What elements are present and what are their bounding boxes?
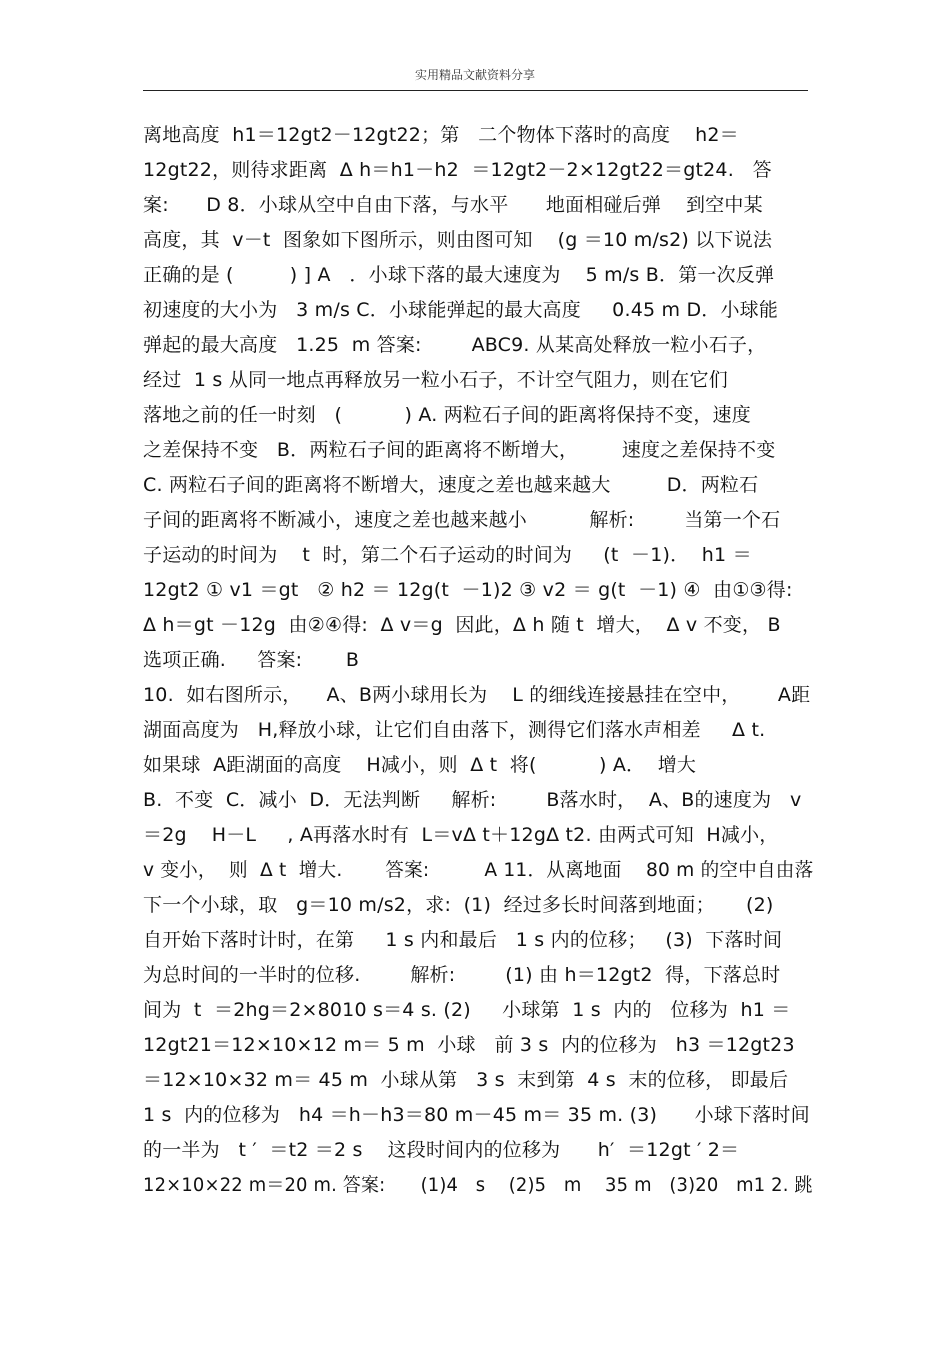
text-line: 10. 如右图所示， A、B两小球用长为 L 的细线连接悬挂在空中， A距 <box>143 684 811 706</box>
text-line: 子间的距离将不断减小，速度之差也越来越小 解析: 当第一个石 <box>143 509 781 531</box>
text-line: 案: D 8．小球从空中自由下落，与水平 地面相碰后弹 到空中某 <box>143 194 763 216</box>
text-line: 的一半为 t ′ ＝t2 ＝2 s 这段时间内的位移为 h′ ＝12gt ′ 2＝ <box>143 1139 740 1161</box>
text-line: 弹起的最大高度 1.25 m 答案: ABC9. 从某高处释放一粒小石子， <box>143 334 767 356</box>
header-divider <box>143 90 808 91</box>
text-line: B. 不变 C．减小 D．无法判断 解析: B落水时， A、B的速度为 v <box>143 789 802 811</box>
text-line: 12gt21＝12×10×12 m＝ 5 m 小球 前 3 s 内的位移为 h3 ＝12gt23 <box>143 1034 795 1056</box>
text-line: 选项正确. 答案: B <box>143 649 360 671</box>
text-line: 间为 t ＝2hg＝2×8010 s＝4 s. (2) 小球第 1 s 内的 位移为 h1 ＝ <box>143 999 791 1021</box>
text-line: 为总时间的一半时的位移. 解析: (1) 由 h＝12gt2 得，下落总时 <box>143 964 781 986</box>
text-line: ＝2g H－L , A再落水时有 L＝vΔ t＋12gΔ t2. 由两式可知 H减小， <box>143 824 779 846</box>
text-line: 初速度的大小为 3 m/s C．小球能弹起的最大高度 0.45 m D．小球能 <box>143 299 779 321</box>
text-line: ＝12×10×32 m＝ 45 m 小球从第 3 s 末到第 4 s 末的位移， 即最后 <box>143 1069 789 1091</box>
text-line: 高度，其 v－t 图象如下图所示，则由图可知 (g ＝10 m/s2) 以下说法 <box>143 229 773 251</box>
text-line: 12gt2 ① v1 ＝gt ② h2 ＝ 12g(t －1)2 ③ v2 ＝ g(t －1) ④ 由①③得: <box>143 579 793 601</box>
text-line: 子运动的时间为 t 时，第二个石子运动的时间为 (t －1)． h1 ＝ <box>143 544 752 566</box>
page-header: 实用精品文献资料分享 <box>414 68 535 82</box>
text-line: 自开始下落时计时，在第 1 s 内和最后 1 s 内的位移； (3) 下落时间 <box>143 929 783 951</box>
text-line: C. 两粒石子间的距离将不断增大，速度之差也越来越大 D．两粒石 <box>143 474 759 496</box>
text-line: 下一个小球，取 g＝10 m/s2，求: (1) 经过多长时间落到地面； (2) <box>143 894 774 916</box>
text-line: Δ h＝gt －12g 由②④得: Δ v＝g 因此，Δ h 随 t 增大， Δ v 不变， B <box>143 614 781 636</box>
text-line: 经过 1 s 从同一地点再释放另一粒小石子，不计空气阻力，则在它们 <box>143 369 728 391</box>
text-line: v 变小， 则 Δ t 增大. 答案: A 11．从离地面 80 m 的空中自由落 <box>143 859 814 881</box>
text-line: 之差保持不变 B．两粒石子间的距离将不断增大， 速度之差保持不变 <box>143 439 776 461</box>
text-line: 1 s 内的位移为 h4 ＝h－h3＝80 m－45 m＝ 35 m. (3) 小球下落时间 <box>143 1104 810 1126</box>
text-line: 湖面高度为 H,释放小球，让它们自由落下，测得它们落水声相差 Δ t. <box>143 719 766 741</box>
text-line: 12gt22，则待求距离 Δ h＝h1－h2 ＝12gt2－2×12gt22＝gt24. 答 <box>143 159 772 181</box>
text-line: 正确的是 ( ) ] A ．小球下落的最大速度为 5 m/s B．第一次反弹 <box>143 264 775 286</box>
text-line: 离地高度 h1＝12gt2－12gt22；第 二个物体下落时的高度 h2＝ <box>143 124 739 146</box>
text-line: 落地之前的任一时刻 ( ) A. 两粒石子间的距离将保持不变，速度 <box>143 404 751 426</box>
text-line: 如果球 A距湖面的高度 H减小，则 Δ t 将( ) A． 增大 <box>143 754 697 776</box>
document-body <box>143 118 813 1203</box>
text-line: 12×10×22 m＝20 m. 答案: (1)4 s (2)5 m 35 m (3)20 m1 2. 跳 <box>143 1174 813 1196</box>
